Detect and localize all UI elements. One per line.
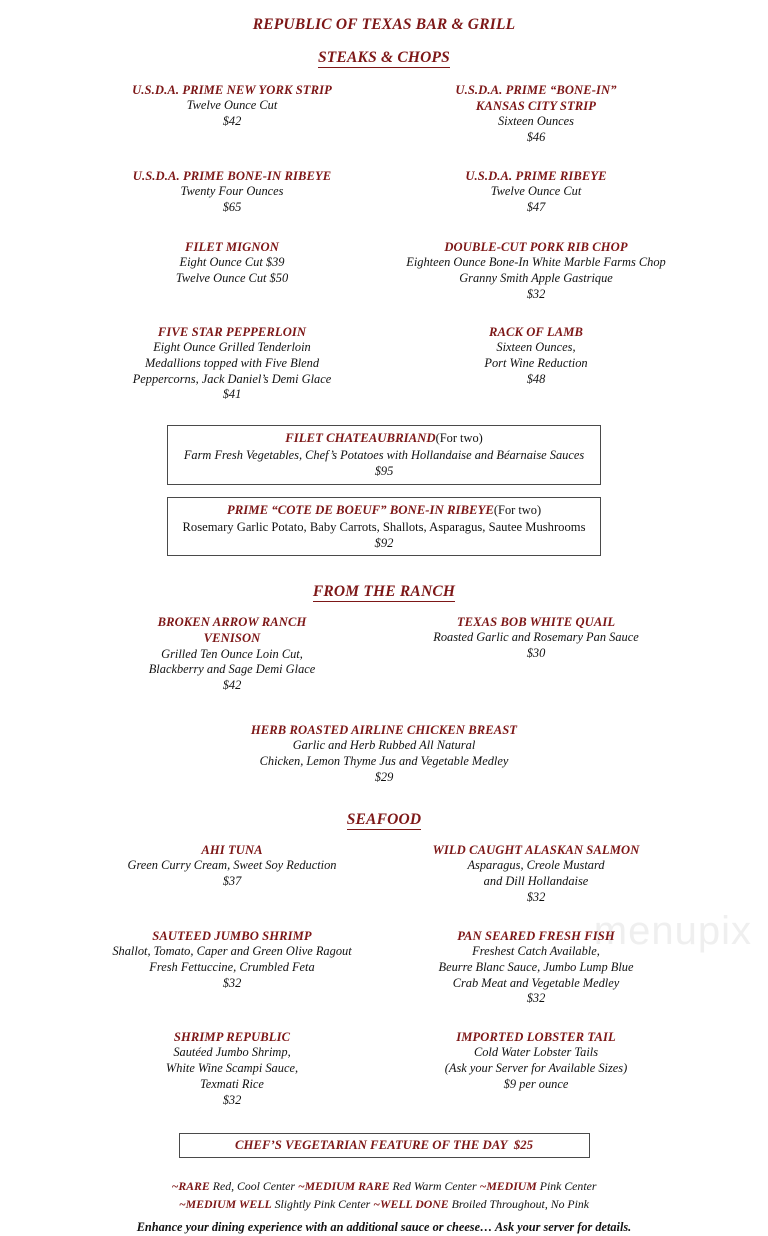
menu-column-left xyxy=(80,239,384,303)
menu-column-left xyxy=(80,1029,384,1109)
temperature-guide-line-1 xyxy=(0,1178,768,1195)
item-desc: Farm Fresh Vegetables, Chef’s Potatoes with Hollandaise and Béarnaise Sauces $95 xyxy=(183,448,585,479)
item-name: FIVE STAR PEPPERLOIN xyxy=(157,324,307,339)
menu-row xyxy=(0,928,768,1008)
item-price: $47 xyxy=(526,200,546,215)
menu-row xyxy=(0,82,768,146)
menu-item-venison xyxy=(80,614,384,694)
menu-row xyxy=(0,1029,768,1109)
item-price: $65 xyxy=(222,200,242,215)
item-desc-line1: Sixteen Ounces, xyxy=(496,339,576,354)
menu-item-kansas-city-strip xyxy=(384,82,688,146)
menu-column-right xyxy=(384,324,688,404)
item-desc-line1: Grilled Ten Ounce Loin Cut, xyxy=(161,646,303,661)
item-desc-line2: Chicken, Lemon Thyme Jus and Vegetable Medley xyxy=(259,754,509,769)
item-name: WILD CAUGHT ALASKAN SALMON xyxy=(432,842,640,857)
restaurant-title: REPUBLIC OF TEXAS BAR & GRILL xyxy=(252,16,516,33)
item-name: SAUTEED JUMBO SHRIMP xyxy=(152,928,312,943)
item-name-line2: VENISON xyxy=(203,631,261,646)
temperature-desc: Pink Center xyxy=(536,1179,597,1194)
menu-column-left xyxy=(80,928,384,1008)
feature-box-chateaubriand xyxy=(167,425,601,484)
menu-row xyxy=(0,614,768,694)
menu-column-right xyxy=(384,168,688,216)
feature-box-cote-de-boeuf xyxy=(167,497,601,557)
section-heading-seafood-label: SEAFOOD xyxy=(346,810,422,828)
tilde-icon: ~ xyxy=(297,1179,305,1194)
menu-column-right xyxy=(384,239,688,303)
item-desc-line1: Cold Water Lobster Tails xyxy=(473,1045,599,1060)
item-desc-line3: Peppercorns, Jack Daniel’s Demi Glace xyxy=(132,371,332,386)
menu-column-left xyxy=(80,168,384,216)
item-name: TEXAS BOB WHITE QUAIL xyxy=(456,615,616,630)
menu-item-prime-ribeye xyxy=(384,168,688,216)
item-desc-line1: Eighteen Ounce Bone-In White Marble Farms Chop xyxy=(406,255,666,270)
menu-column-left xyxy=(80,324,384,404)
item-desc-line1: Freshest Catch Available, xyxy=(472,943,600,958)
item-desc-line1: Shallot, Tomato, Caper and Green Olive Ragout xyxy=(112,943,352,958)
item-desc-line2: Beurre Blanc Sauce, Jumbo Lump Blue xyxy=(438,959,634,974)
item-price: $29 xyxy=(374,769,394,784)
item-price: $37 xyxy=(222,873,242,888)
item-desc-line2: Fresh Fettuccine, Crumbled Feta xyxy=(149,959,315,974)
item-price: $30 xyxy=(526,646,546,661)
menu-item-pork-rib-chop xyxy=(384,239,688,303)
item-price: $42 xyxy=(222,678,242,693)
item-desc-line2: White Wine Scampi Sauce, xyxy=(165,1061,299,1076)
item-desc-line2: Twelve Ounce Cut $50 xyxy=(175,270,289,285)
item-desc: Twenty Four Ounces xyxy=(180,184,284,199)
item-desc-line1: Garlic and Herb Rubbed All Natural xyxy=(292,738,476,753)
item-desc: Green Curry Cream, Sweet Soy Reduction xyxy=(127,858,337,873)
menu-content xyxy=(0,16,768,1236)
item-price: $42 xyxy=(222,114,242,129)
item-name: FILET MIGNON xyxy=(185,239,279,254)
item-desc-line3: Crab Meat and Vegetable Medley xyxy=(452,975,620,990)
menu-item-new-york-strip xyxy=(80,82,384,130)
item-name: U.S.D.A. PRIME NEW YORK STRIP xyxy=(132,83,332,98)
item-name: PAN SEARED FRESH FISH xyxy=(457,928,615,943)
temperature-guide-line-2 xyxy=(0,1196,768,1213)
tilde-icon: ~ xyxy=(479,1179,487,1194)
menu-column-left xyxy=(80,842,384,906)
item-desc: Roasted Garlic and Rosemary Pan Sauce xyxy=(433,630,639,645)
menu-column-right xyxy=(384,928,688,1008)
item-name: PRIME “COTE DE BOEUF” BONE-IN RIBEYE xyxy=(226,502,494,517)
item-price: $32 xyxy=(222,975,242,990)
menu-column-right xyxy=(384,842,688,906)
feature-box-title-row xyxy=(174,501,594,519)
watermark: menupix xyxy=(593,909,752,953)
item-desc-line3: $9 per ounce xyxy=(503,1077,569,1092)
menu-item-rack-of-lamb xyxy=(384,324,688,388)
item-name: HERB ROASTED AIRLINE CHICKEN BREAST xyxy=(250,723,518,738)
item-desc: Rosemary Garlic Potato, Baby Carrots, Shallots, Asparagus, Sautee Mushrooms xyxy=(182,519,586,534)
item-name: AHI TUNA xyxy=(201,842,263,857)
menu-item-pan-seared-fresh-fish xyxy=(384,928,688,1008)
temperature-term: MEDIUM RARE xyxy=(304,1179,390,1194)
item-desc-line2: and Dill Hollandaise xyxy=(483,873,589,888)
temperature-desc: Red Warm Center xyxy=(389,1179,480,1194)
item-name: CHEF’S VEGETARIAN FEATURE OF THE DAY xyxy=(234,1137,508,1152)
menu-row xyxy=(0,168,768,216)
menu-page xyxy=(0,16,768,1234)
item-desc-line2: Blackberry and Sage Demi Glace xyxy=(148,662,316,677)
temperature-term: MEDIUM WELL xyxy=(185,1196,272,1211)
section-heading-ranch xyxy=(0,583,768,600)
item-price: $48 xyxy=(526,371,546,386)
menu-item-bone-in-ribeye xyxy=(80,168,384,216)
item-desc-line1: Eight Ounce Grilled Tenderloin xyxy=(153,339,311,354)
item-qualifier: (For two) xyxy=(493,502,542,517)
item-desc-line2: Granny Smith Apple Gastrique xyxy=(459,270,613,285)
menu-column-left xyxy=(80,614,384,694)
tilde-icon: ~ xyxy=(171,1179,179,1194)
menu-item-bob-white-quail xyxy=(384,614,688,662)
menu-item-filet-mignon xyxy=(80,239,384,287)
tilde-icon: ~ xyxy=(373,1196,380,1211)
feature-box-title-row xyxy=(174,429,594,447)
temperature-term: MEDIUM xyxy=(486,1179,537,1194)
feature-box-desc-row xyxy=(174,519,594,552)
menu-item-ahi-tuna xyxy=(80,842,384,890)
item-desc: Twelve Ounce Cut xyxy=(186,98,278,113)
menu-row xyxy=(0,842,768,906)
temperature-desc: Broiled Throughout, No Pink xyxy=(448,1196,590,1211)
section-heading-ranch-label: FROM THE RANCH xyxy=(312,583,456,601)
feature-box-vegetarian xyxy=(179,1133,590,1159)
menu-column-right xyxy=(384,82,688,146)
menu-column-right xyxy=(384,1029,688,1109)
item-name: FILET CHATEAUBRIAND xyxy=(285,431,436,446)
menu-item-imported-lobster-tail xyxy=(384,1029,688,1093)
item-name: IMPORTED LOBSTER TAIL xyxy=(456,1030,616,1045)
section-heading-steaks xyxy=(0,49,768,66)
temperature-term: RARE xyxy=(178,1179,210,1194)
item-qualifier: (For two) xyxy=(435,431,483,446)
menu-item-shrimp-republic xyxy=(80,1029,384,1109)
menu-footer xyxy=(0,1178,768,1235)
section-heading-steaks-label: STEAKS & CHOPS xyxy=(317,49,450,67)
item-desc: Twelve Ounce Cut xyxy=(490,184,582,199)
item-name-line1: BROKEN ARROW RANCH xyxy=(157,615,307,630)
item-name: DOUBLE-CUT PORK RIB CHOP xyxy=(444,239,628,254)
item-desc: Sixteen Ounces xyxy=(497,114,575,129)
item-desc-line2: Medallions topped with Five Blend xyxy=(144,355,320,370)
section-heading-seafood xyxy=(0,811,768,828)
item-price: $41 xyxy=(222,387,242,402)
item-price: $32 xyxy=(222,1092,242,1107)
item-price: $32 xyxy=(526,991,546,1006)
temperature-desc: Red, Cool Center xyxy=(209,1179,298,1194)
item-desc-line1: Asparagus, Creole Mustard xyxy=(467,858,605,873)
enhance-note: Enhance your dining experience with an additional sauce or cheese… Ask your server for details. xyxy=(136,1219,632,1234)
item-name: U.S.D.A. PRIME RIBEYE xyxy=(465,169,607,184)
item-desc-line1: Sautéed Jumbo Shrimp, xyxy=(173,1045,291,1060)
item-name: RACK OF LAMB xyxy=(488,324,584,339)
item-name: U.S.D.A. PRIME BONE-IN RIBEYE xyxy=(132,169,332,184)
vegetarian-feature-row xyxy=(186,1137,583,1154)
item-name-line1: U.S.D.A. PRIME “BONE-IN” xyxy=(455,83,617,98)
item-price: $46 xyxy=(526,130,546,145)
item-price: $32 xyxy=(526,286,546,301)
menu-row xyxy=(0,239,768,303)
item-name: SHRIMP REPUBLIC xyxy=(173,1030,291,1045)
menu-item-sauteed-jumbo-shrimp xyxy=(80,928,384,992)
menu-row xyxy=(0,324,768,404)
tilde-icon: ~ xyxy=(178,1196,186,1211)
item-desc-line2: (Ask your Server for Available Sizes) xyxy=(444,1061,628,1076)
menu-item-airline-chicken-breast xyxy=(0,722,768,786)
item-name-line2: KANSAS CITY STRIP xyxy=(475,99,597,114)
item-desc-line1: Eight Ounce Cut $39 xyxy=(179,255,285,270)
item-price: $92 xyxy=(374,535,394,550)
menu-column-right xyxy=(384,614,688,694)
item-desc-line3: Texmati Rice xyxy=(200,1077,264,1092)
item-price: $32 xyxy=(526,889,546,904)
item-price: $25 xyxy=(513,1137,534,1152)
menu-item-five-star-pepperloin xyxy=(80,324,384,404)
menu-column-left xyxy=(80,82,384,146)
temperature-desc: Slightly Pink Center xyxy=(271,1196,374,1211)
temperature-term: WELL DONE xyxy=(379,1196,449,1211)
menu-item-alaskan-salmon xyxy=(384,842,688,906)
item-desc-line2: Port Wine Reduction xyxy=(484,355,588,370)
